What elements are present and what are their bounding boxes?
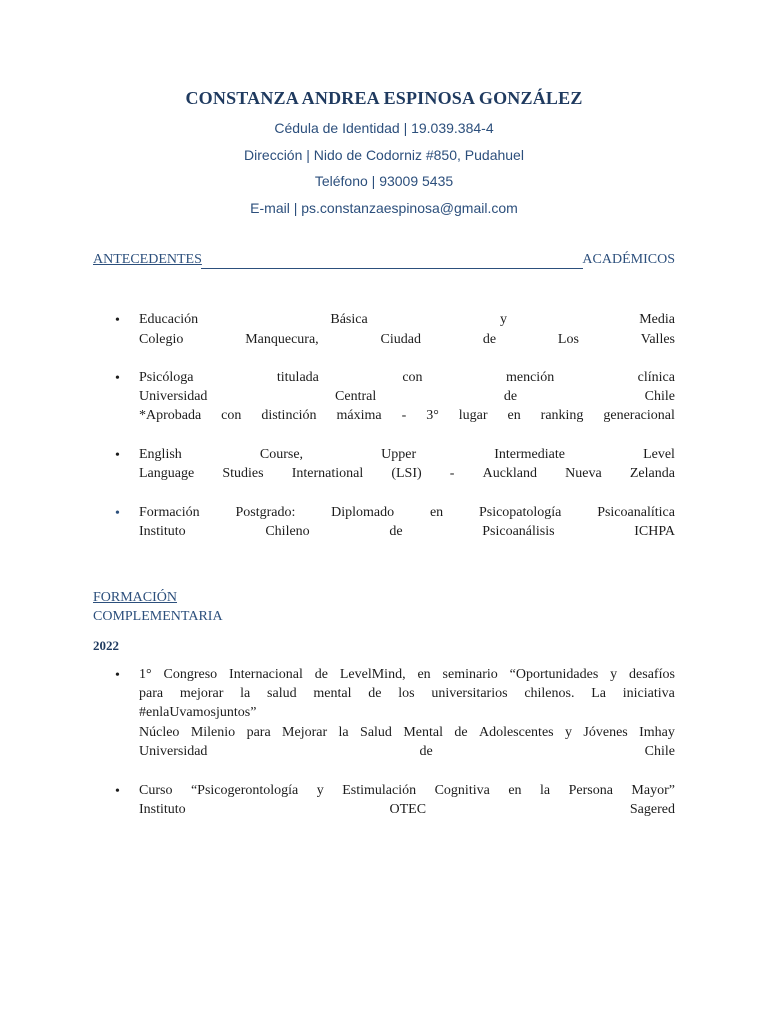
word: ranking [540, 408, 584, 423]
word: Jóvenes [583, 725, 628, 740]
word: Mental [403, 725, 443, 740]
word: Psicoanálisis [482, 524, 555, 539]
word: International [291, 466, 364, 481]
course-line [139, 800, 675, 820]
word: Chileno [265, 524, 310, 539]
word: la [540, 783, 551, 798]
word: Núcleo [139, 725, 180, 740]
word: Valles [640, 332, 675, 347]
word: Level [643, 447, 675, 462]
word: de [503, 389, 518, 404]
word: Estimulación [342, 783, 417, 798]
word: Instituto [139, 802, 186, 817]
word: Postgrado: [235, 505, 296, 520]
word: English [139, 447, 182, 462]
word: Salud [360, 725, 392, 740]
word: para [246, 725, 271, 740]
word: Manquecura, [245, 332, 319, 347]
word: los [398, 686, 415, 701]
word: en [429, 505, 444, 520]
word: Ciudad [380, 332, 421, 347]
word: Psicopatología [478, 505, 562, 520]
bullet: • [115, 371, 120, 386]
course-line: #enlaUvamosjuntos” [139, 705, 257, 720]
word: Universidad [139, 744, 208, 759]
complementary-heading-1: FORMACIÓN [93, 590, 178, 605]
word: ICHPA [634, 524, 675, 539]
word: para [139, 686, 164, 701]
word: Diplomado [331, 505, 395, 520]
academic-item-line [139, 445, 675, 465]
bullet: • [115, 313, 120, 328]
word: Básica [330, 312, 368, 327]
word: - [449, 466, 455, 481]
word: y [316, 783, 324, 798]
word: de [368, 686, 382, 701]
word: en [507, 408, 521, 423]
academic-item-line [139, 330, 675, 350]
word: mental [313, 686, 352, 701]
word: Colegio [139, 332, 184, 347]
word: clínica [637, 370, 675, 385]
word: Educación [139, 312, 199, 327]
word: La [591, 686, 606, 701]
word: iniciativa [622, 686, 675, 701]
word: Psicoanalítica [597, 505, 675, 520]
course-line [139, 684, 675, 704]
word: Adolescentes [478, 725, 554, 740]
word: lugar [458, 408, 488, 423]
word: Media [639, 312, 675, 327]
candidate-name: CONSTANZA ANDREA ESPINOSA GONZÁLEZ [185, 88, 583, 108]
word: Los [557, 332, 579, 347]
course-line [139, 665, 675, 685]
word: de [454, 725, 468, 740]
word: Formación [139, 505, 200, 520]
word: generacional [603, 408, 675, 423]
word: la [338, 725, 349, 740]
word: desafíos [629, 667, 675, 682]
contact-email: E-mail | ps.constanzaespinosa@gmail.com [250, 200, 518, 216]
word: y [565, 725, 573, 740]
word: salud [267, 686, 297, 701]
word: máxima [336, 408, 382, 423]
word: Course, [259, 447, 304, 462]
word: y [499, 312, 507, 327]
word: distinción [261, 408, 317, 423]
heading-rule [201, 268, 583, 269]
bullet: • [115, 506, 120, 521]
word: Congreso [163, 667, 218, 682]
word: OTEC [389, 802, 427, 817]
word: Psicóloga [139, 370, 194, 385]
academic-heading-left: ANTECEDENTES [93, 252, 202, 267]
academic-item-line [139, 503, 675, 523]
word: mención [505, 370, 555, 385]
word: Imhay [639, 725, 675, 740]
academic-item-line [139, 310, 675, 330]
word: Mejorar [282, 725, 328, 740]
word: Nueva [565, 466, 602, 481]
word: y [610, 667, 618, 682]
academic-item-line [139, 387, 675, 407]
word: “Psicogerontología [190, 783, 299, 798]
word: - [401, 408, 407, 423]
contact-phone: Teléfono | 93009 5435 [314, 173, 454, 189]
word: titulada [276, 370, 319, 385]
word: Central [335, 389, 377, 404]
word: Studies [222, 466, 264, 481]
word: Internacional [229, 667, 303, 682]
bullet: • [115, 668, 120, 683]
word: de [314, 667, 328, 682]
complementary-heading-2: COMPLEMENTARIA [93, 609, 223, 624]
word: mejorar [179, 686, 224, 701]
word: “Oportunidades [509, 667, 599, 682]
contact-address: Dirección | Nido de Codorniz #850, Pudahuel [244, 147, 524, 163]
word: Auckland [482, 466, 538, 481]
word: con [221, 408, 242, 423]
word: Upper [381, 447, 417, 462]
word: en [417, 667, 431, 682]
word: con [402, 370, 423, 385]
word: Mayor” [631, 783, 675, 798]
academic-item-line [139, 522, 675, 542]
word: Sagered [629, 802, 675, 817]
academic-item-line [139, 406, 675, 426]
year-label: 2022 [93, 638, 119, 653]
word: Language [139, 466, 195, 481]
word: Chile [644, 744, 675, 759]
word: 1° [139, 667, 152, 682]
word: chilenos. [524, 686, 575, 701]
word: Universidad [139, 389, 208, 404]
word: de [419, 744, 433, 759]
word: Cognitiva [434, 783, 490, 798]
course-line [139, 742, 675, 762]
bullet: • [115, 448, 120, 463]
contact-id: Cédula de Identidad | 19.039.384-4 [274, 120, 494, 136]
academic-heading [93, 252, 675, 272]
word: seminario [442, 667, 498, 682]
academic-item-line [139, 464, 675, 484]
word: Persona [568, 783, 613, 798]
word: *Aprobada [139, 408, 202, 423]
word: Intermediate [494, 447, 565, 462]
word: de [482, 332, 497, 347]
word: universitarios [431, 686, 508, 701]
word: Milenio [190, 725, 236, 740]
word: (LSI) [391, 466, 422, 481]
course-line [139, 781, 675, 801]
word: Chile [644, 389, 675, 404]
word: en [508, 783, 522, 798]
word: la [240, 686, 251, 701]
course-line [139, 723, 675, 743]
word: 3° [426, 408, 439, 423]
academic-item-line [139, 368, 675, 388]
word: Curso [139, 783, 173, 798]
bullet: • [115, 784, 120, 799]
word: LevelMind, [339, 667, 406, 682]
word: Zelanda [629, 466, 675, 481]
word: de [389, 524, 403, 539]
academic-heading-right: ACADÉMICOS [582, 252, 675, 267]
word: Instituto [139, 524, 186, 539]
